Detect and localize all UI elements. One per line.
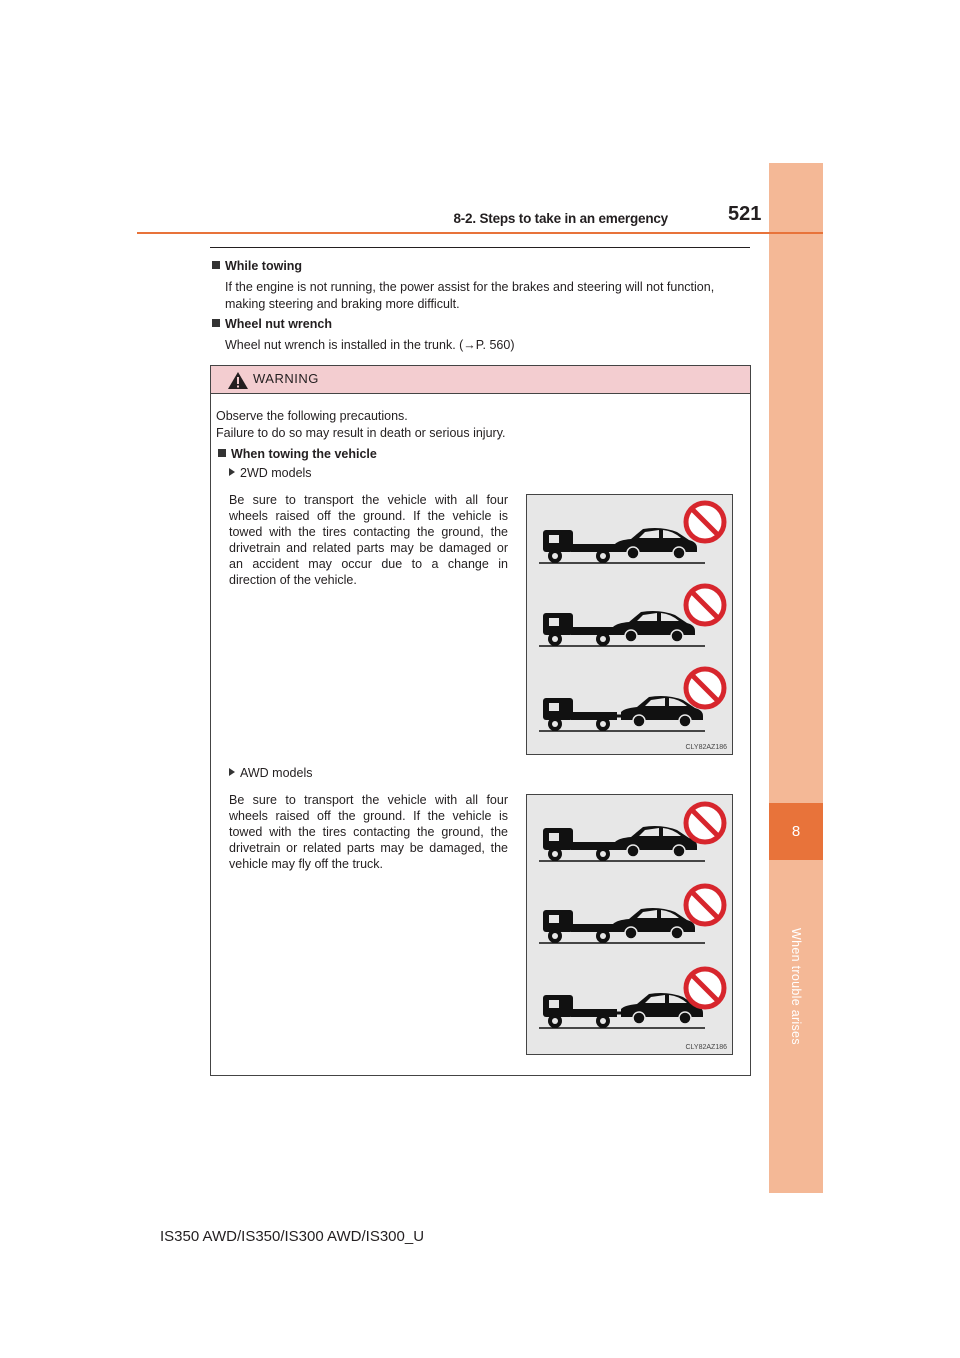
note-wheel-nut-wrench [212, 316, 748, 354]
warning-triangle-icon [228, 372, 248, 389]
towing-illustration-2wd-svg [527, 495, 732, 754]
towing-illustration-awd [526, 794, 733, 1055]
towing-illustration-awd-svg [527, 795, 732, 1054]
warning-intro-2: Failure to do so may result in death or serious injury. [216, 426, 506, 440]
row-3 [539, 969, 724, 1028]
warning-header [211, 366, 750, 394]
warning-box [210, 365, 751, 1076]
note-body: If the engine is not running, the power assist for the brakes and steering will not function, making steering and braking more difficult. [225, 280, 715, 311]
chapter-number: 8 [791, 823, 801, 840]
chapter-name: When trouble arises [789, 928, 803, 1045]
warning-label: WARNING [253, 371, 319, 386]
row-2 [539, 586, 724, 646]
note-body[interactable]: Wheel nut wrench is installed in the trunk. (→P. 560) [225, 338, 515, 352]
warning-subheading: When towing the vehicle [218, 446, 377, 463]
header-rule [137, 232, 823, 234]
warning-intro: Observe the following precautions. [216, 409, 408, 423]
row-2 [539, 886, 724, 943]
content-rule [210, 247, 750, 248]
note-heading: While towing [212, 258, 748, 275]
image-code: CLY82AZ186 [685, 1044, 727, 1051]
square-bullet-icon [212, 319, 220, 327]
triangle-bullet-icon [229, 768, 235, 776]
square-bullet-icon [212, 261, 220, 269]
model-2wd-text: Be sure to transport the vehicle with all four wheels raised off the ground. If the vehicle is towed with the tires contacting the ground, the drivetrain and related parts may be damaged or an accident may occur due to a change in direction of the vehicle. [229, 493, 508, 587]
footer-model: IS350 AWD/IS350/IS300 AWD/IS300_U [160, 1228, 425, 1245]
row-1 [539, 503, 724, 563]
model-awd-text: Be sure to transport the vehicle with all four wheels raised off the ground. If the vehicle is towed with the tires contacting the ground, the drivetrain or related parts may be damaged, the vehicle may fly off the truck. [229, 793, 508, 871]
triangle-bullet-icon [229, 468, 235, 476]
square-bullet-icon [218, 449, 226, 457]
row-1 [539, 804, 724, 861]
image-code: CLY82AZ186 [685, 744, 727, 751]
model-awd: AWD models [229, 766, 312, 780]
note-while-towing [212, 258, 748, 313]
model-2wd: 2WD models [229, 466, 312, 480]
note-heading: Wheel nut wrench [212, 316, 748, 333]
row-3 [539, 669, 724, 731]
towing-illustration-2wd [526, 494, 733, 755]
section-title: 8-2. Steps to take in an emergency [453, 211, 668, 226]
page-number: 521 [728, 203, 762, 225]
